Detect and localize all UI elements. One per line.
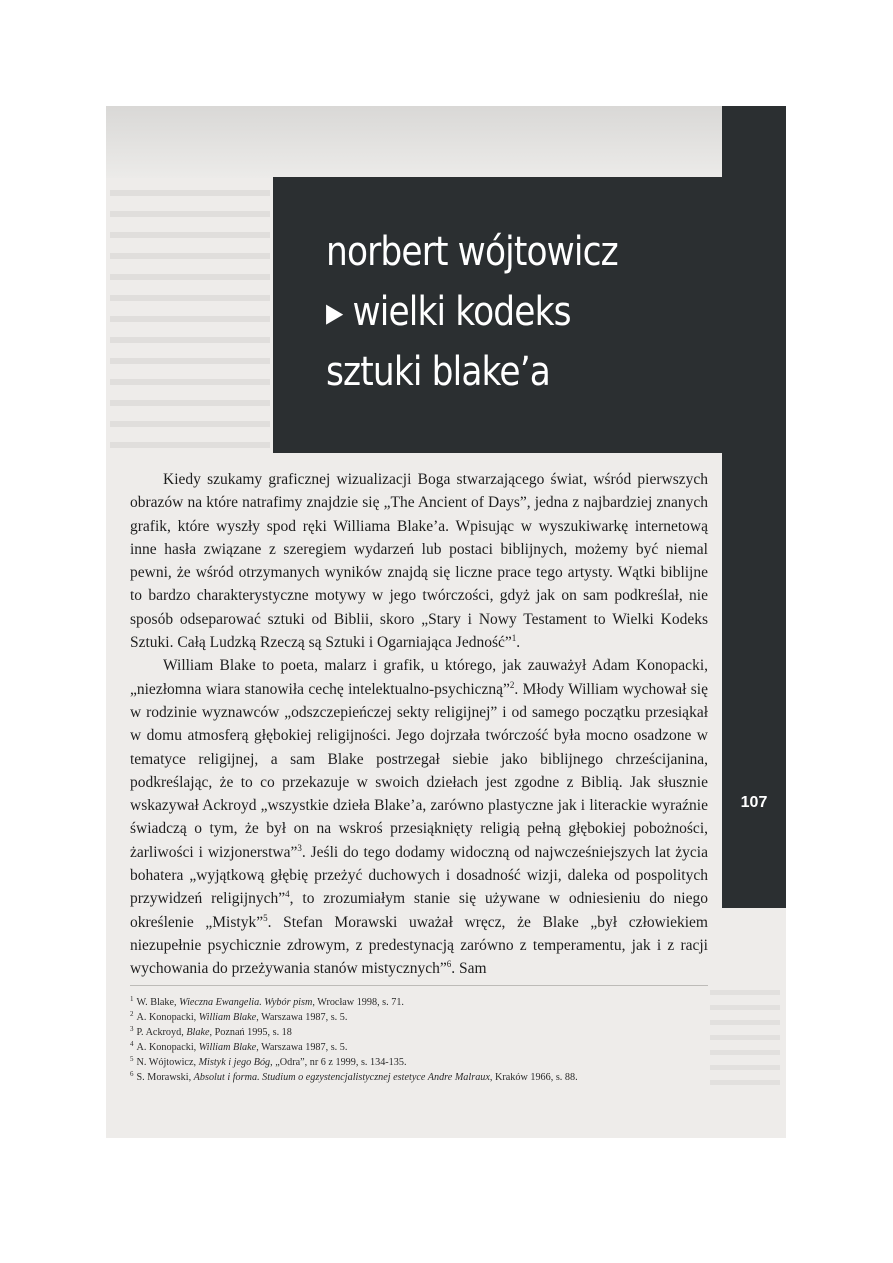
footnote-ref: 6: [446, 959, 452, 970]
footnote-4: [130, 1040, 708, 1055]
footnote-number: 2: [130, 1009, 134, 1018]
footnote-details: , „Odra”, nr 6 z 1999, s. 134-135.: [270, 1057, 407, 1069]
footnote-title: Wieczna Ewangelia. Wybór pism: [179, 997, 313, 1008]
paragraph-text: Kiedy szukamy graficznej wizualizacji Boga stwarzającego świat, wśród pierwszych obrazów na które natrafimy znajdzie się „The Ancient of Days”, jedna z najbardziej znanych grafik, które wyszły spod ręki Williama Blake’a. Wpisując w wyszukiwarkę internetową inne hasła związane z szeregiem wydarzeń lub postaci biblijnych, możemy być niemal pewni, że wśród otrzymanych wyników znajdą się liczne prace tego artysty. Wątki biblijne to bardzo charakterystyczne motywy w jego twórczości, gdyż jak on sam podkreślał, nie sposób odseparować sztuki od Biblii, skoro „Stary i Nowy Testament to Wielki Kodeks Sztuki. Całą Ludzką Rzeczą są Sztuki i Ogarniająca Jedność”: [130, 471, 708, 652]
footnote-ref: 5: [263, 912, 268, 923]
footnote-details: , Warszawa 1987, s. 5.: [256, 1012, 348, 1024]
footnote-author: W. Blake,: [136, 997, 180, 1008]
title-line-author: norbert wójtowicz: [326, 229, 618, 275]
footnote-details: , Poznań 1995, s. 18: [209, 1027, 292, 1039]
footnote-title: Absolut i forma. Studium o egzystencjalistycznej estetyce Andre Malraux: [193, 1072, 490, 1084]
footnote-number: 6: [130, 1070, 134, 1079]
footnote-author: A. Konopacki,: [136, 1012, 199, 1024]
show-through-text: [110, 190, 270, 450]
paragraph-text: . Jeśli do tego dodamy widoczną od najwcześniejszych lat życia bohatera „wyjątkową głębię przeżyć duchowych i dosadność wizji, daleka od pospolitych przywidzeń religijnych”: [130, 843, 708, 908]
paragraph-text: . Stefan Morawski uważał wręcz, że Blake „był człowiekiem niezupełnie psychicznie zdrowym, z predestynacją zarówno z temperamentu, jak i z racji wychowania do przeżywania stanów mistycznych”: [130, 913, 708, 978]
footnote-5: [130, 1055, 708, 1070]
page-number: 107: [740, 794, 768, 811]
footnote-title: William Blake: [198, 1012, 257, 1024]
paragraph-1: Kiedy szukamy graficznej wizualizacji Boga stwarzającego świat, wśród pierwszych obrazów na które natrafimy znajdzie się „The Ancient of Days”, jedna z najbardziej znanych grafik, które wyszły spod ręki Williama Blake’a. Wpisując w wyszukiwarkę internetową inne hasła związane z szeregiem wydarzeń lub postaci biblijnych, możemy być niemal pewni, że wśród otrzymanych wyników znajdą się liczne prace tego artysty. Wątki biblijne to bardzo charakterystyczne motywy w jego twórczości, gdyż jak on sam podkreślał, nie sposób odseparować sztuki od Biblii, skoro „Stary i Nowy Testament to Wielki Kodeks Sztuki. Całą Ludzką Rzeczą są Sztuki i Ogarniająca Jedność”$^1$.: [130, 471, 708, 652]
footnote-ref: 3: [297, 842, 302, 853]
footnote-details: , Kraków 1966, s. 88.: [489, 1072, 578, 1084]
footnote-ref: 1: [511, 632, 517, 643]
footnote-title: Mistyk i jego Bóg: [198, 1057, 271, 1069]
footnote-2: [130, 1010, 708, 1025]
article-body: [130, 468, 708, 981]
footnote-ref: 4: [285, 889, 290, 900]
footnote-details: , Wrocław 1998, s. 71.: [312, 997, 404, 1008]
footnote-title: William Blake: [198, 1042, 257, 1054]
footnote-number: 3: [130, 1024, 134, 1033]
title-line-3: sztuki blake’a: [326, 349, 550, 395]
footnote-author: N. Wójtowicz,: [136, 1057, 199, 1069]
footnote-author: S. Morawski,: [136, 1072, 194, 1084]
footnotes: [130, 995, 708, 1086]
paragraph-text: William Blake to poeta, malarz i grafik, u którego, jak zauważył Adam Konopacki, „niezłomna wiara stanowiła cechę intelektualno-psychiczną”: [130, 657, 708, 698]
footnote-author: A. Konopacki,: [136, 1042, 199, 1054]
footnote-3: [130, 1025, 708, 1040]
footnote-details: , Warszawa 1987, s. 5.: [256, 1042, 348, 1054]
footnote-6: [130, 1070, 708, 1085]
footnote-ref: 2: [509, 679, 515, 690]
paragraph-text: , to zrozumiałym stanie się używane w odniesieniu do niego określenie „Mistyk”: [130, 890, 708, 931]
footnote-title: Blake: [186, 1027, 210, 1039]
chapter-title: [326, 222, 618, 402]
page-top-shading: [106, 106, 722, 178]
title-line-2: ▸ wielki kodeks: [326, 289, 571, 335]
paragraph-text: . Młody William wychował się w rodzinie wyznawców „odszczepieńczej sekty religijnej” i od samego początku przesiąkał w domu atmosferą głębokiej religijności. Jego dojrzała twórczość była mocno osadzone w tematyce religijnej, a sam Blake postrzegał siebie jako biblijnego chrześcijanina, podkreślając, że to co przekazuje w swoich dziełach jest zgodne z Biblią. Jak słusznie wskazywał Ackroyd „wszystkie dzieła Blake’a, zarówno plastyczne jak i literackie wyraźnie świadczą o tym, że był on na wskroś przesiąknięty religią pełną głębokiej pobożności, żarliwości i wizjonerstwa”: [130, 680, 708, 861]
footnote-number: 4: [130, 1039, 134, 1048]
footnote-1: [130, 995, 708, 1010]
footnote-number: 1: [130, 994, 134, 1003]
show-through-text: [710, 990, 780, 1090]
paragraph-2: [130, 654, 708, 980]
footnote-author: P. Ackroyd,: [136, 1027, 187, 1039]
footnote-divider: [130, 985, 708, 986]
paragraph-text: . Sam: [451, 960, 487, 978]
footnote-number: 5: [130, 1054, 134, 1063]
